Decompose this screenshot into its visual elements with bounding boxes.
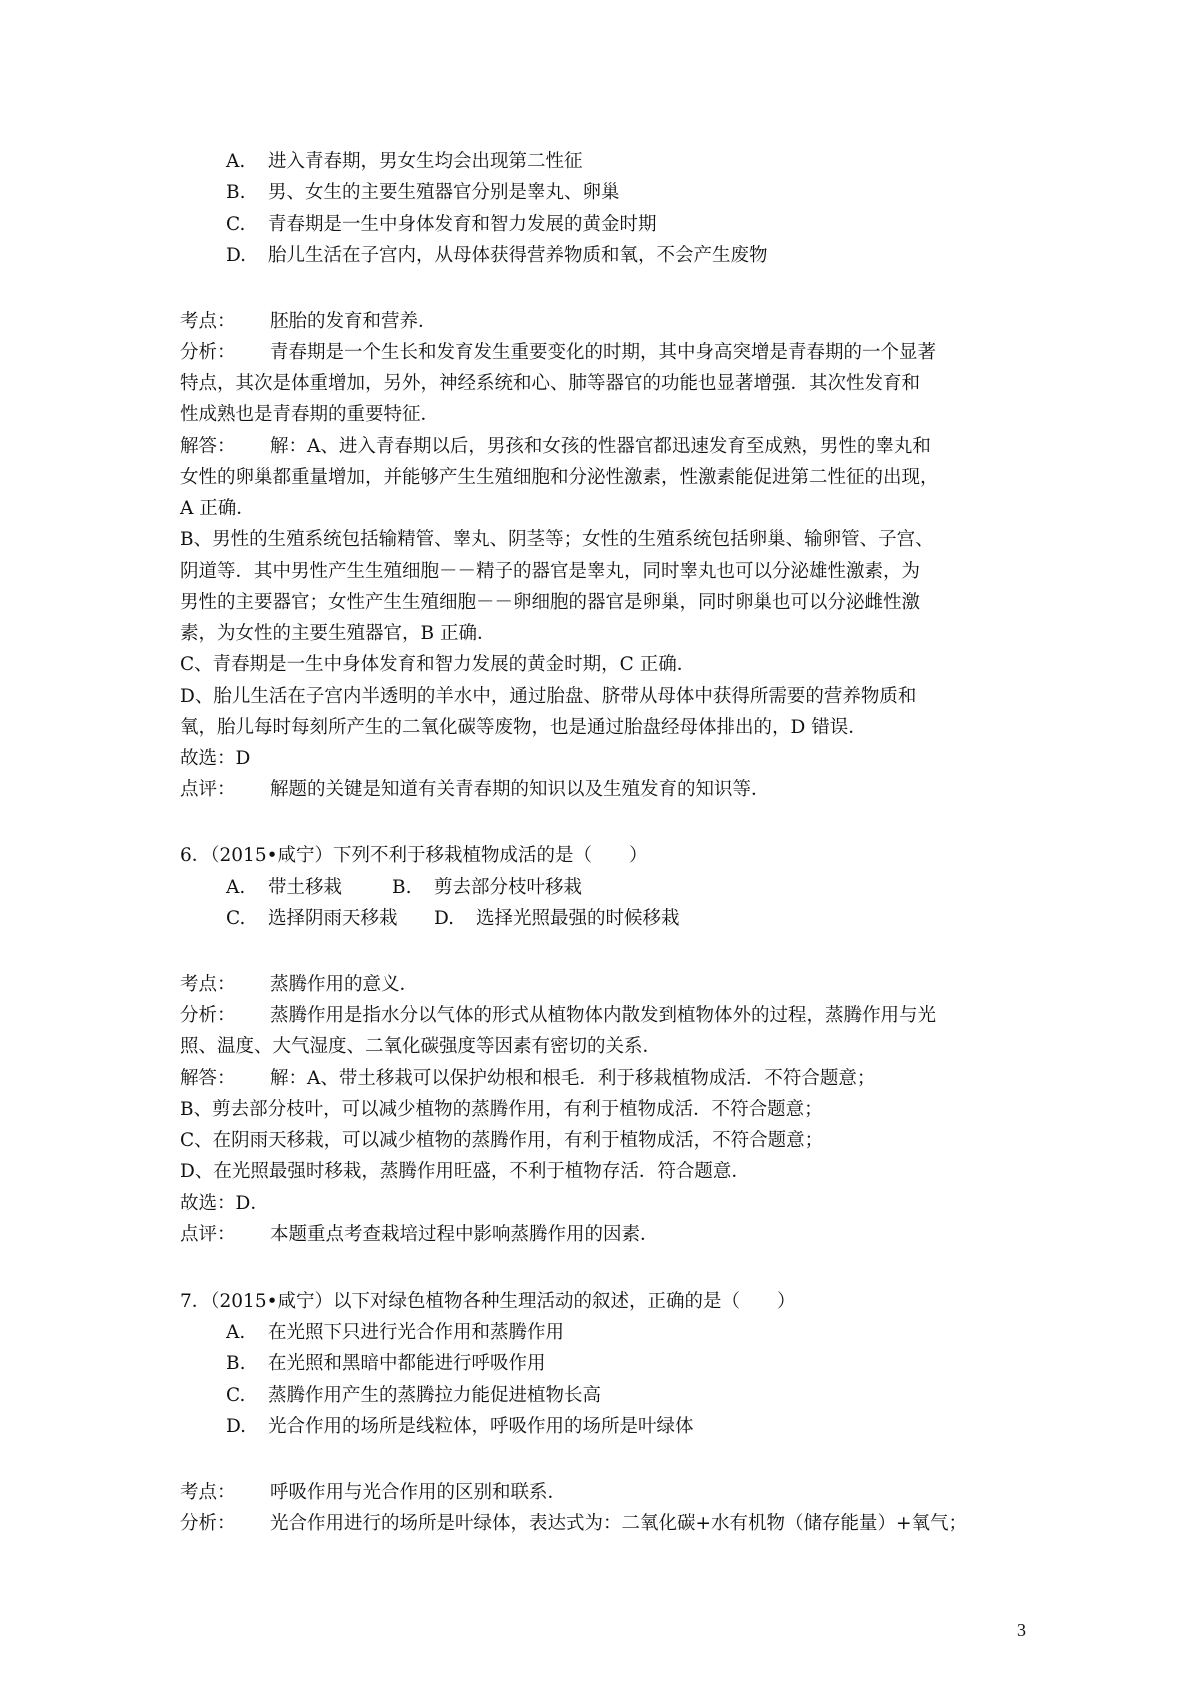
- q6-dianping: [180, 1223, 659, 1247]
- q6-jieda-line-4: D、在光照最强时移栽，蒸腾作用旺盛，不利于植物存活．符合题意．: [180, 1161, 750, 1182]
- kaodian-label: 考点：: [180, 1482, 236, 1503]
- q6-jieda-line-2: B、剪去部分枝叶，可以减少植物的蒸腾作用，有利于植物成活．不符合题意；: [180, 1099, 823, 1120]
- option-text: 光合作用的场所是线粒体，呼吸作用的场所是叶绿体: [268, 1416, 694, 1437]
- option-letter: D.: [226, 245, 247, 266]
- q5-jieda: [180, 435, 931, 459]
- dianping-label: 点评：: [180, 1224, 236, 1245]
- option-text: 选择光照最强的时候移栽: [476, 908, 680, 929]
- q6-fenxi: [180, 1004, 936, 1028]
- option-text: 男、女生的主要生殖器官分别是睾丸、卵巢: [268, 182, 620, 203]
- q5-jieda-line-4: B、男性的生殖系统包括输精管、睾丸、阴茎等；女性的生殖系统包括卵巢、输卵管、子宫、: [180, 529, 934, 550]
- option-letter: A.: [226, 151, 246, 172]
- dianping-text: 解题的关键是知道有关青春期的知识以及生殖发育的知识等．: [270, 779, 770, 800]
- jieda-line: 解：A、带土移栽可以保护幼根和根毛．利于移栽植物成活．不符合题意；: [270, 1068, 876, 1089]
- kaodian-label: 考点：: [180, 311, 236, 332]
- option-letter: C.: [226, 214, 246, 235]
- option-text: 带土移栽: [268, 877, 343, 898]
- q7-option-d: [226, 1415, 694, 1439]
- q5-fenxi-line-3: 性成熟也是青春期的重要特征．: [180, 404, 440, 425]
- dianping-label: 点评：: [180, 779, 236, 800]
- option-letter: A.: [226, 877, 246, 898]
- q5-fenxi: [180, 341, 936, 365]
- q5-kaodian: [180, 310, 437, 334]
- q5-dianping: [180, 778, 770, 802]
- q6-jieda-line-3: C、在阴雨天移栽，可以减少植物的蒸腾作用，有利于植物成活，不符合题意；: [180, 1130, 824, 1151]
- q5-jieda-line-5: 阴道等．其中男性产生生殖细胞－－精子的器官是睾丸，同时睾丸也可以分泌雄性激素，为: [180, 561, 921, 582]
- q5-option-a: [226, 150, 583, 174]
- q5-jieda-line-8: C、青春期是一生中身体发育和智力发展的黄金时期，C 正确．: [180, 654, 696, 675]
- q6-options-row-2: [226, 907, 680, 931]
- kaodian-text: 胚胎的发育和营养．: [270, 311, 437, 332]
- jieda-line: 解：A、进入青春期以后，男孩和女孩的性器官都迅速发育至成熟，男性的睾丸和: [270, 436, 931, 457]
- option-text: 青春期是一生中身体发育和智力发展的黄金时期: [268, 214, 657, 235]
- q6-options-row-1: [226, 876, 582, 900]
- option-letter: B.: [226, 182, 246, 203]
- q7-option-a: [226, 1321, 564, 1345]
- q5-jieda-line-9: D、胎儿生活在子宫内半透明的羊水中，通过胎盘、脐带从母体中获得所需要的营养物质和: [180, 686, 917, 707]
- q6-fenxi-line-2: 照、温度、大气湿度、二氧化碳强度等因素有密切的关系．: [180, 1036, 662, 1057]
- fenxi-label: 分析：: [180, 342, 236, 363]
- q6-kaodian: [180, 973, 418, 997]
- q7-option-b: [226, 1352, 546, 1376]
- q5-option-d: [226, 244, 768, 268]
- q7-stem: 7．（2015•咸宁）以下对绿色植物各种生理活动的叙述，正确的是（ ）: [180, 1291, 796, 1312]
- option-letter: D.: [226, 1416, 247, 1437]
- q6-guxuan: 故选：D．: [180, 1193, 269, 1214]
- q5-jieda-line-6: 男性的主要器官；女性产生生殖细胞－－卵细胞的器官是卵巢，同时卵巢也可以分泌雌性激: [180, 592, 921, 613]
- fenxi-label: 分析：: [180, 1005, 236, 1026]
- q7-kaodian: [180, 1481, 566, 1505]
- fenxi-line: 光合作用进行的场所是叶绿体，表达式为：二氧化碳+水有机物（储存能量）+氧气；: [270, 1513, 968, 1534]
- option-letter: B.: [392, 877, 412, 898]
- option-letter: D.: [434, 908, 455, 929]
- q5-jieda-line-3: A 正确．: [180, 498, 255, 519]
- q6-stem: 6．（2015•咸宁）下列不利于移栽植物成活的是（ ）: [180, 845, 648, 866]
- option-letter: A.: [226, 1322, 246, 1343]
- kaodian-label: 考点：: [180, 974, 236, 995]
- q7-fenxi: [180, 1512, 967, 1536]
- q6-jieda: [180, 1067, 875, 1091]
- jieda-label: 解答：: [180, 1068, 236, 1089]
- q5-guxuan: 故选：D: [180, 748, 251, 769]
- option-text: 进入青春期，男女生均会出现第二性征: [268, 151, 583, 172]
- option-letter: C.: [226, 1385, 246, 1406]
- option-text: 选择阴雨天移栽: [268, 908, 398, 929]
- q5-option-b: [226, 181, 620, 205]
- q5-jieda-line-2: 女性的卵巢都重量增加，并能够产生生殖细胞和分泌性激素，性激素能促进第二性征的出现，: [180, 467, 939, 488]
- option-letter: B.: [226, 1353, 246, 1374]
- option-text: 蒸腾作用产生的蒸腾拉力能促进植物长高: [268, 1385, 602, 1406]
- q5-jieda-line-10: 氧，胎儿每时每刻所产生的二氧化碳等废物，也是通过胎盘经母体排出的，D 错误．: [180, 717, 867, 738]
- option-text: 在光照下只进行光合作用和蒸腾作用: [268, 1322, 565, 1343]
- q7-option-c: [226, 1384, 601, 1408]
- fenxi-line: 蒸腾作用是指水分以气体的形式从植物体内散发到植物体外的过程，蒸腾作用与光: [270, 1005, 937, 1026]
- option-text: 剪去部分枝叶移栽: [434, 877, 583, 898]
- q5-option-c: [226, 213, 657, 237]
- kaodian-text: 呼吸作用与光合作用的区别和联系．: [270, 1482, 567, 1503]
- fenxi-label: 分析：: [180, 1513, 236, 1534]
- option-text: 在光照和黑暗中都能进行呼吸作用: [268, 1353, 546, 1374]
- q5-jieda-line-7: 素，为女性的主要生殖器官，B 正确．: [180, 623, 496, 644]
- page-number: 3: [1017, 1620, 1026, 1640]
- option-text: 胎儿生活在子宫内，从母体获得营养物质和氧，不会产生废物: [268, 245, 768, 266]
- option-letter: C.: [226, 908, 246, 929]
- dianping-text: 本题重点考查栽培过程中影响蒸腾作用的因素．: [270, 1224, 659, 1245]
- q5-fenxi-line-2: 特点，其次是体重增加，另外，神经系统和心、肺等器官的功能也显著增强．其次性发育和: [180, 373, 921, 394]
- fenxi-line: 青春期是一个生长和发育发生重要变化的时期，其中身高突增是青春期的一个显著: [270, 342, 937, 363]
- jieda-label: 解答：: [180, 436, 236, 457]
- kaodian-text: 蒸腾作用的意义．: [270, 974, 419, 995]
